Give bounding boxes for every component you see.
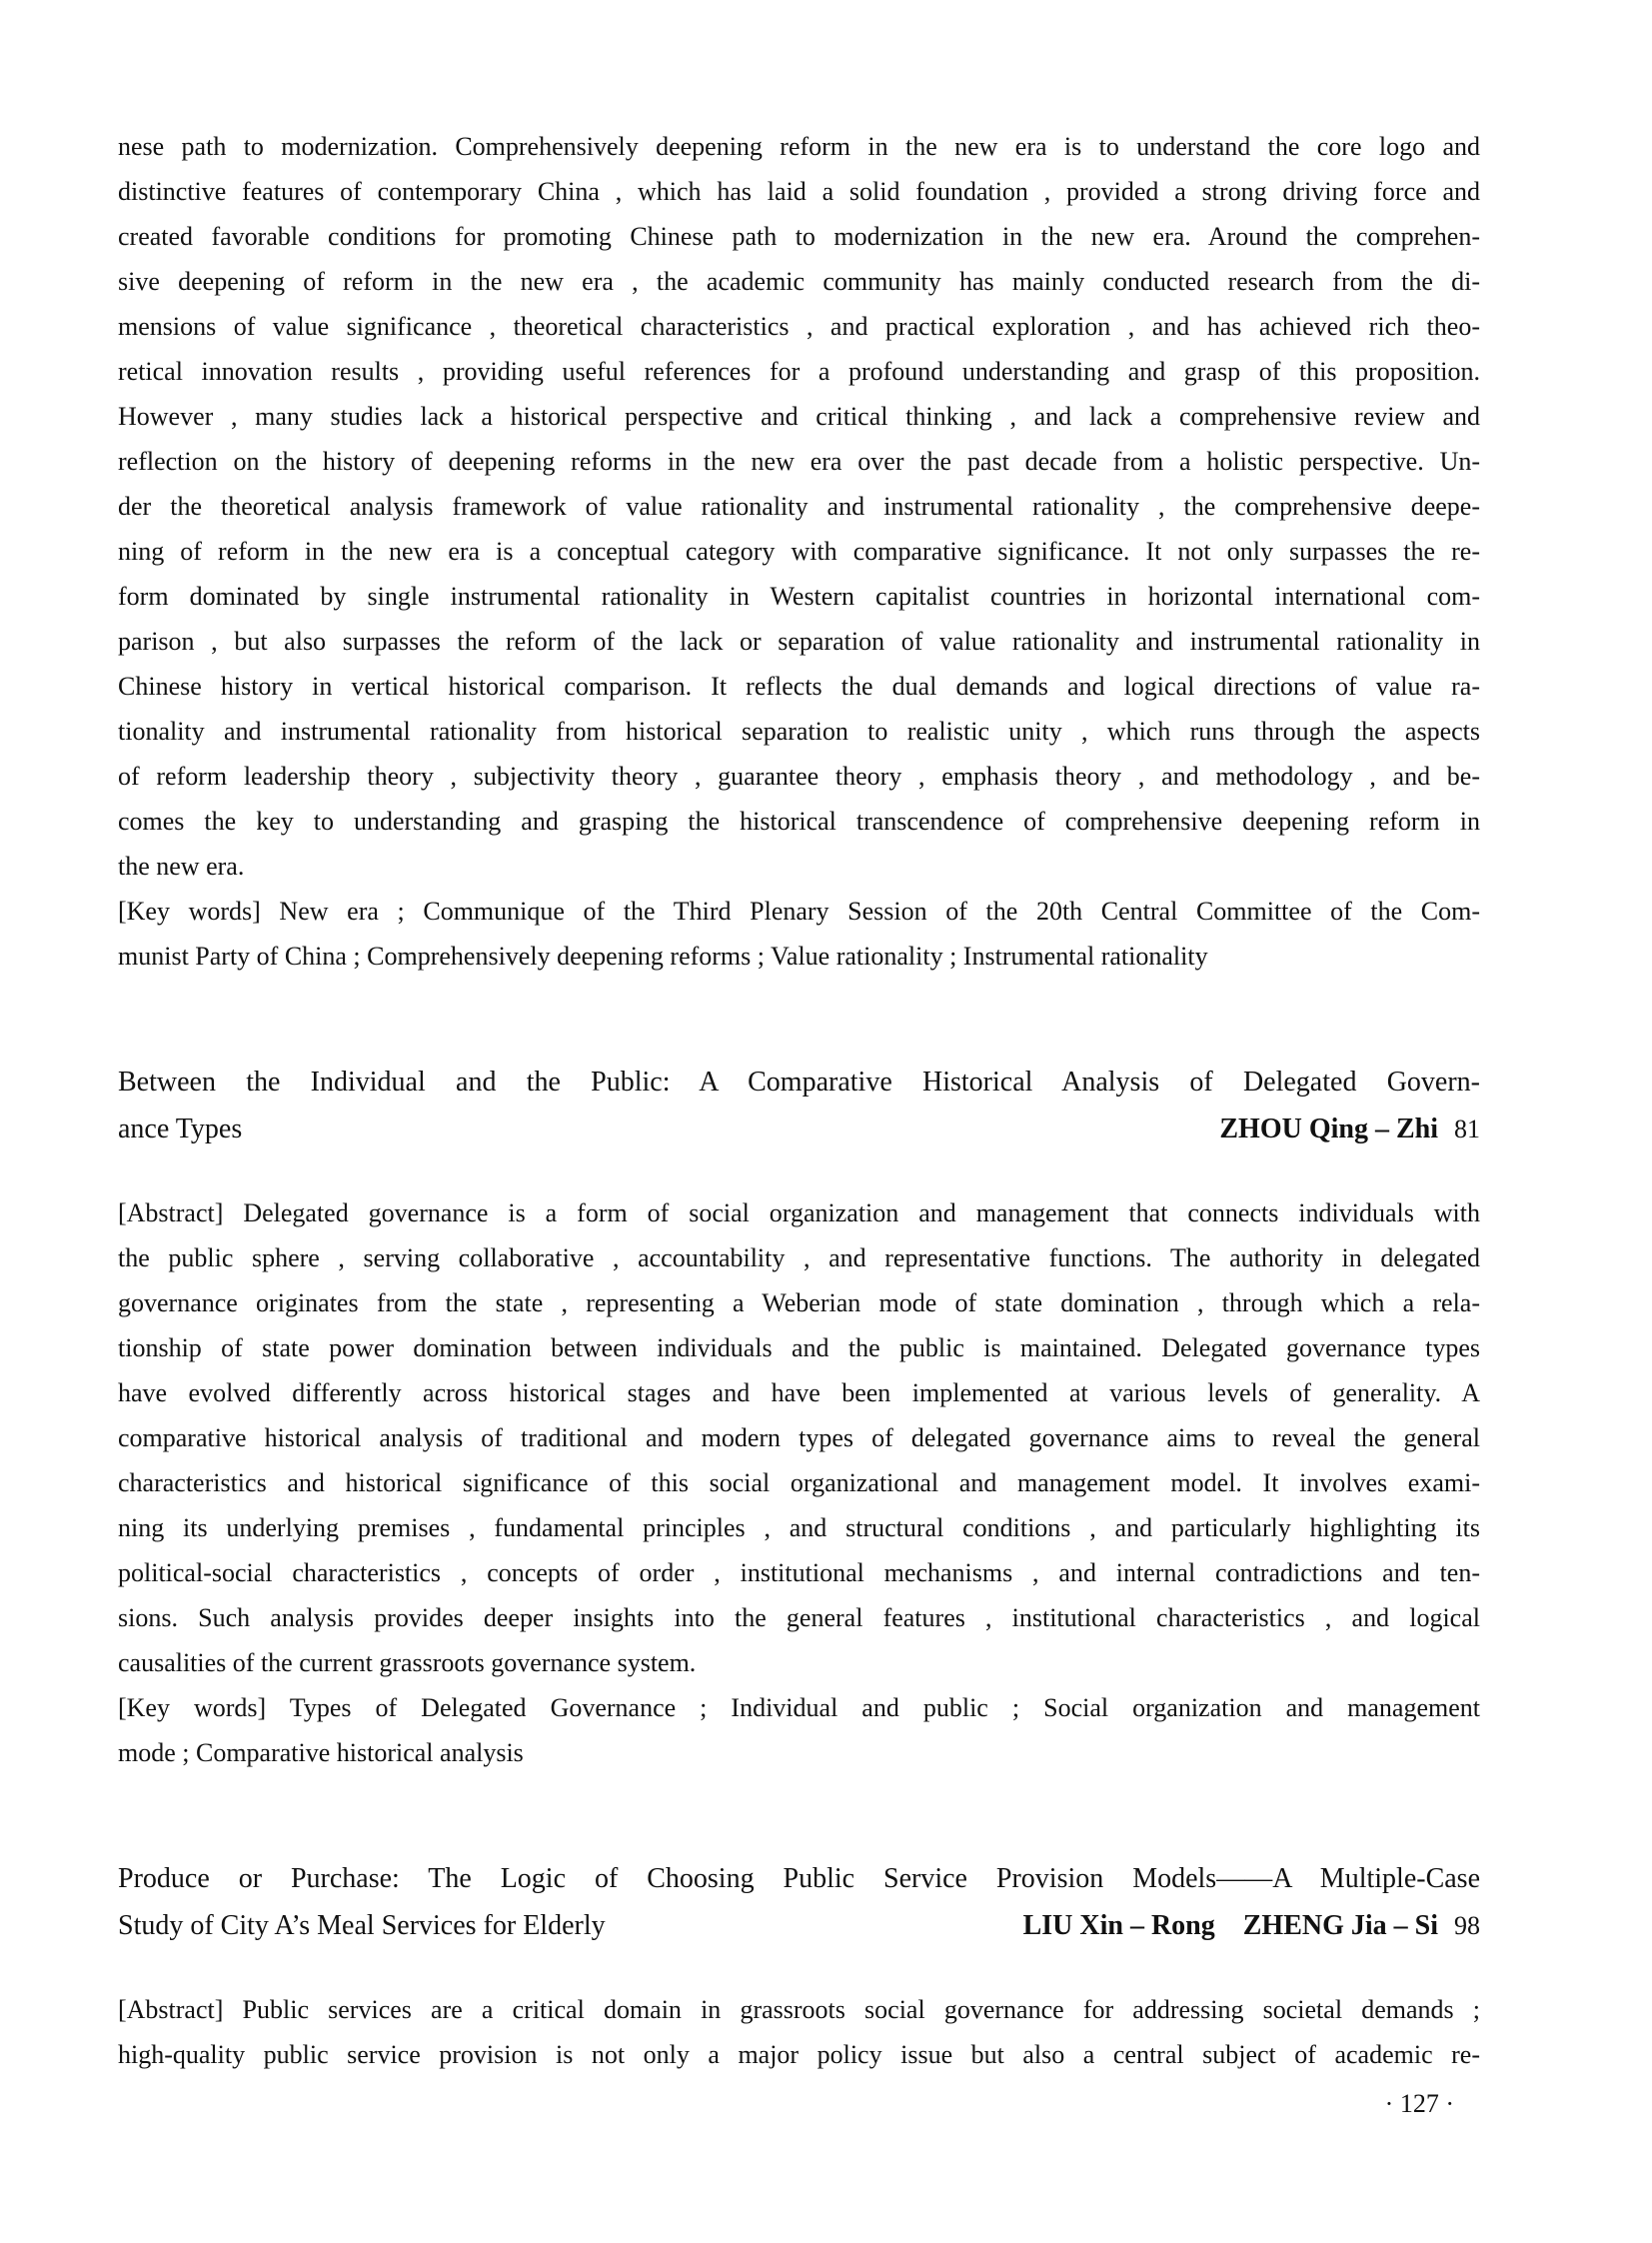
entry-1-title-last-line: [118, 1106, 1480, 1152]
continued-abstract: [118, 124, 1480, 889]
abstract-text-line: political-social characteristics , concepts of order , institutional mechanisms , and internal contradictions and ten-: [118, 1558, 1480, 1587]
entry-byline: [1023, 1902, 1480, 1949]
abstract-text-line: However , many studies lack a historical perspective and critical thinking , and lack a comprehensive review and: [118, 402, 1480, 431]
abstract-text-line: [Abstract] Delegated governance is a form of social organization and management that connects individuals with: [118, 1198, 1480, 1227]
page-number: · 127 ·: [1384, 2089, 1454, 2118]
keywords-text-line: munist Party of China ; Comprehensively deepening reforms ; Value rationality ; Instrumental rationality: [118, 942, 1208, 971]
abstract-text-line: retical innovation results , providing useful references for a profound understanding and grasp of this proposition.: [118, 357, 1480, 386]
entry-page-number: 98: [1454, 1911, 1480, 1940]
abstract-text-line: Chinese history in vertical historical comparison. It reflects the dual demands and logical directions of value ra-: [118, 672, 1480, 701]
abstract-text-line: characteristics and historical significance of this social organizational and management model. It involves exami-: [118, 1468, 1480, 1497]
abstract-text-line: created favorable conditions for promoting Chinese path to modernization in the new era. Around the comprehen-: [118, 222, 1480, 251]
entry-byline: [1219, 1106, 1480, 1152]
entry-2-title-head: [118, 1855, 1480, 1902]
abstract-text-line: mensions of value significance , theoretical characteristics , and practical exploration , and has achieved rich theo-: [118, 312, 1480, 341]
abstract-text-line: tionship of state power domination between individuals and the public is maintained. Delegated governance types: [118, 1333, 1480, 1362]
keywords-text-line: mode ; Comparative historical analysis: [118, 1738, 524, 1767]
entry-2-abstract: [118, 1987, 1480, 2077]
abstract-text-line: high-quality public service provision is not only a major policy issue but also a central subject of academic re-: [118, 2040, 1480, 2069]
abstract-text-line: tionality and instrumental rationality from historical separation to realistic unity , which runs through the aspects: [118, 717, 1480, 746]
abstract-text-line: ning its underlying premises , fundamental principles , and structural conditions , and particularly highlighting its: [118, 1513, 1480, 1542]
author-names: LIU Xin – Rong ZHENG Jia – Si: [1022, 1910, 1438, 1941]
entry-1-keywords: [118, 1685, 1480, 1775]
abstract-text-line: nese path to modernization. Comprehensively deepening reform in the new era is to understand the core logo and: [118, 132, 1480, 161]
author-names: ZHOU Qing – Zhi: [1219, 1114, 1438, 1144]
entry-page-number: 81: [1454, 1115, 1480, 1143]
abstract-text-line: reflection on the history of deepening reforms in the new era over the past decade from a holistic perspective. Un-: [118, 447, 1480, 476]
entry-title-line: Produce or Purchase: The Logic of Choosing Public Service Provision Models——A Multiple-Case: [118, 1863, 1480, 1894]
abstract-text-line: comes the key to understanding and grasping the historical transcendence of comprehensive deepening reform in: [118, 807, 1480, 836]
abstract-text-line: ning of reform in the new era is a conceptual category with comparative significance. It not only surpasses the re-: [118, 537, 1480, 566]
abstract-text-line: causalities of the current grassroots governance system.: [118, 1648, 697, 1677]
abstract-text-line: sive deepening of reform in the new era , the academic community has mainly conducted research from the di-: [118, 267, 1480, 296]
abstract-text-line: parison , but also surpasses the reform of the lack or separation of value rationality and instrumental rationality in: [118, 627, 1480, 656]
abstract-text-line: [Abstract] Public services are a critical domain in grassroots social governance for addressing societal demands ;: [118, 1995, 1480, 2024]
keywords-text-line: [Key words] New era ; Communique of the Third Plenary Session of the 20th Central Committee of the Com-: [118, 897, 1480, 926]
abstract-text-line: governance originates from the state , representing a Weberian mode of state domination , through which a rela-: [118, 1288, 1480, 1317]
entry-title-tail: ance Types: [118, 1114, 243, 1144]
entry-title-line: Between the Individual and the Public: A Comparative Historical Analysis of Delegated Govern-: [118, 1067, 1480, 1098]
abstract-text-line: have evolved differently across historical stages and have been implemented at various levels of generality. A: [118, 1378, 1480, 1407]
abstract-text-line: the new era.: [118, 852, 245, 881]
toc-entry-1: [118, 1059, 1480, 1775]
abstract-text-line: of reform leadership theory , subjectivity theory , guarantee theory , emphasis theory , and methodology , and be-: [118, 762, 1480, 791]
abstract-text-line: comparative historical analysis of traditional and modern types of delegated governance aims to reveal the general: [118, 1423, 1480, 1452]
abstract-text-line: form dominated by single instrumental rationality in Western capitalist countries in horizontal international com-: [118, 582, 1480, 611]
entry-1-abstract: [118, 1190, 1480, 1685]
abstract-text-line: distinctive features of contemporary China , which has laid a solid foundation , provided a strong driving force and: [118, 177, 1480, 206]
abstract-text-line: sions. Such analysis provides deeper insights into the general features , institutional characteristics , and logical: [118, 1603, 1480, 1632]
toc-entry-2: [118, 1855, 1480, 2077]
continued-keywords: [118, 889, 1480, 979]
keywords-text-line: [Key words] Types of Delegated Governance ; Individual and public ; Social organization and management: [118, 1693, 1480, 1722]
abstract-text-line: the public sphere , serving collaborative , accountability , and representative functions. The authority in delegated: [118, 1243, 1480, 1272]
entry-2-title-last-line: [118, 1902, 1480, 1949]
abstract-text-line: der the theoretical analysis framework of value rationality and instrumental rationality , the comprehensive deepe-: [118, 492, 1480, 521]
entry-title-tail: Study of City A’s Meal Services for Elderly: [118, 1910, 606, 1941]
entry-1-title-head: [118, 1059, 1480, 1106]
